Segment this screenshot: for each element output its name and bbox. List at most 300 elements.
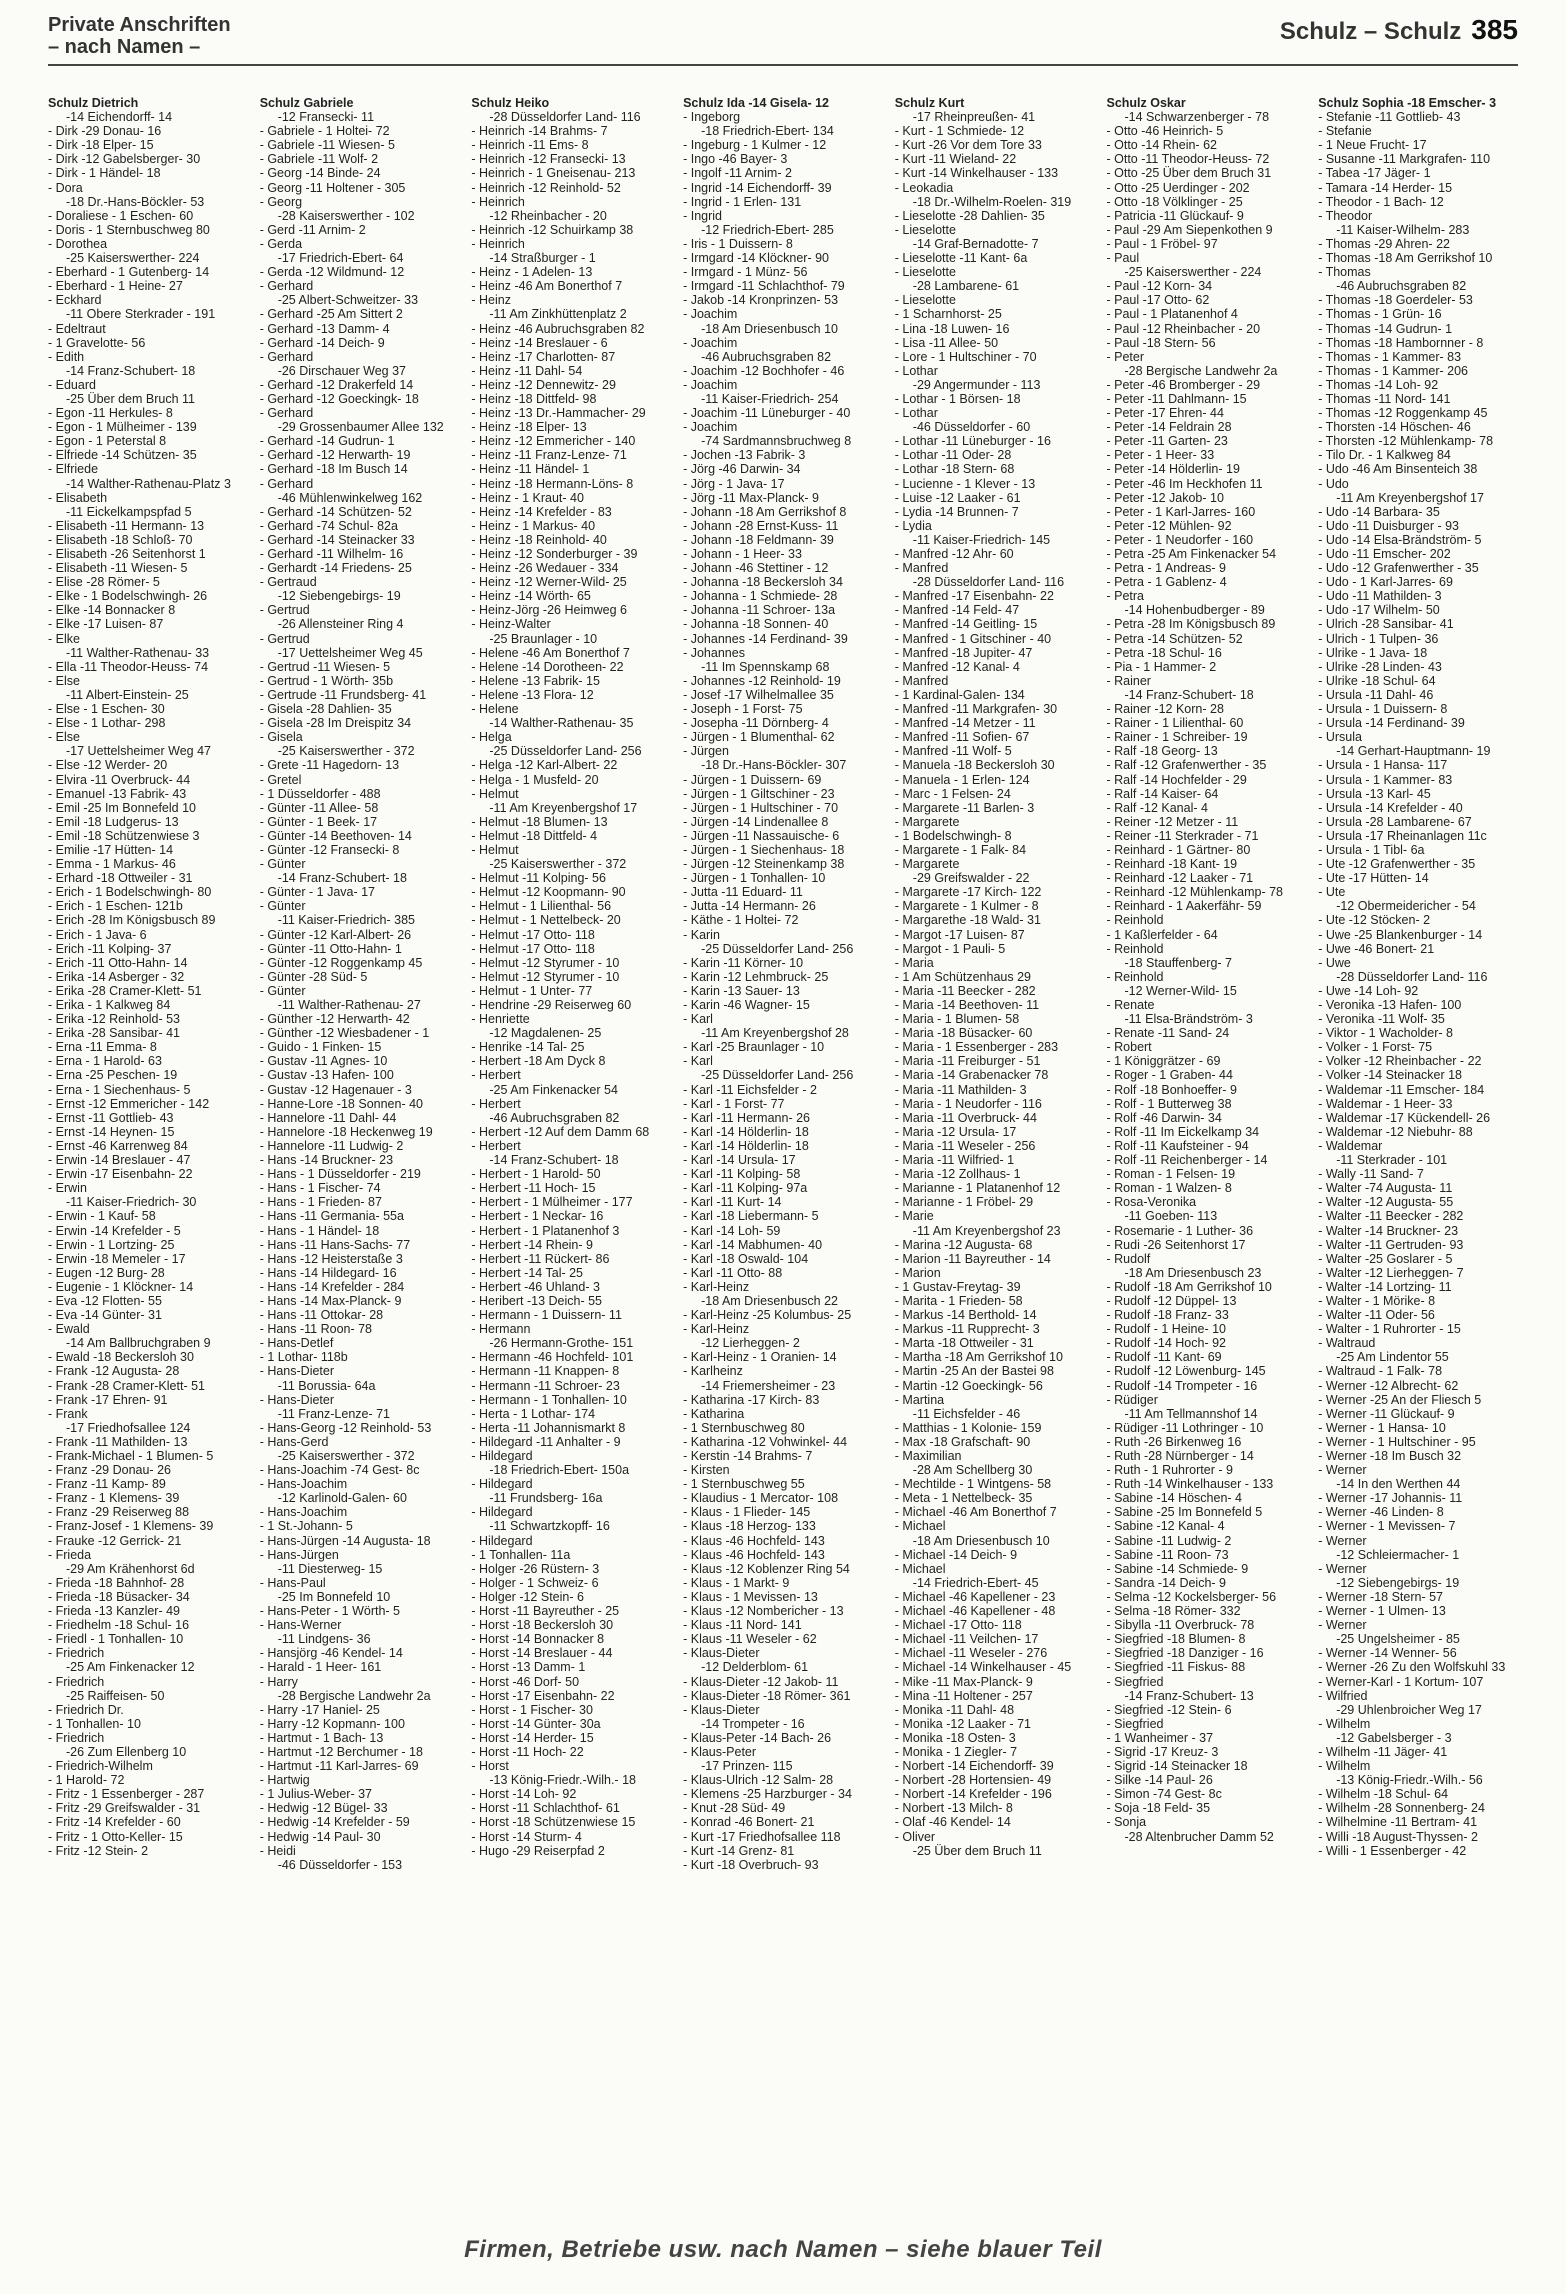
listing-entry: - Hans-Jürgen -14 Augusta- 18 [259, 1533, 431, 1548]
listing-entry: - Horst - 1 Fischer- 30 [471, 1702, 593, 1717]
listing-entry: -14 Schwarzenberger - 78 [1124, 110, 1270, 125]
listing-entry: - Herbert -11 Rückert- 86 [471, 1251, 610, 1266]
listing-entry: - Karl -14 Hölderlin- 18 [683, 1138, 809, 1153]
listing-entry: - Klaudius - 1 Mercator- 108 [683, 1491, 839, 1506]
listing-entry: - Norbert -14 Eichendorff- 39 [894, 1759, 1054, 1774]
listing-entry: - Emanuel -13 Fabrik- 43 [48, 786, 187, 801]
listing-entry: - Walter - 1 Ruhrorter - 15 [1318, 1322, 1461, 1337]
listing-entry: - Holger - 1 Schweiz- 6 [471, 1575, 599, 1590]
listing-entry: - Hans - 1 Frieden- 87 [259, 1195, 382, 1210]
column-heading: Schulz Gabriele [259, 96, 354, 110]
listing-entry: - Heinz-Walter [471, 617, 551, 632]
listing-entry: -25 Kaiserswerther- 224 [66, 251, 200, 266]
listing-entry: - Henriette [471, 1012, 530, 1027]
page-number: 385 [1471, 14, 1518, 45]
listing-entry: -28 Bergische Landwehr 2a [277, 1688, 431, 1703]
listing-entry: - Viktor - 1 Wacholder- 8 [1318, 1026, 1453, 1041]
listing-entry: - 1 Lothar- 118b [259, 1350, 348, 1365]
listing-entry: - Werner -25 An der Fliesch 5 [1318, 1392, 1482, 1407]
listing-entry: - Mechtilde - 1 Wintgens- 58 [894, 1477, 1052, 1492]
listing-entry: -11 Am Kreyenbergshof 23 [912, 1223, 1061, 1238]
listing-entry: - Norbert -13 Milch- 8 [894, 1801, 1013, 1816]
listing-entry: - Michael -14 Deich- 9 [894, 1547, 1018, 1562]
listing-entry: - Ursula [1318, 730, 1362, 745]
listing-entry: - Klaus-Peter [683, 1744, 757, 1759]
listing-entry: - Joachim [683, 307, 738, 322]
listing-entry: -11 Eichsfelder - 46 [912, 1406, 1021, 1421]
listing-entry: - Ruth - 1 Ruhrorter - 9 [1106, 1463, 1233, 1478]
listing-entry: - Manfred -14 Feld- 47 [894, 603, 1020, 618]
listing-entry: - Werner -46 Linden- 8 [1318, 1505, 1444, 1520]
listing-entry: - Gerda -12 Wildmund- 12 [259, 265, 405, 280]
listing-entry: - Walter -12 Lierheggen- 7 [1318, 1265, 1464, 1280]
listing-entry: - Erich - 1 Java- 6 [48, 927, 147, 942]
listing-entry: - Else [48, 673, 80, 688]
listing-entry: - Peter -12 Mühlen- 92 [1106, 518, 1232, 533]
listing-entry: - Thomas -14 Loh- 92 [1318, 377, 1439, 392]
listing-entry: - Michael -46 Kapellener - 23 [894, 1589, 1056, 1604]
listing-entry: - Helmut [471, 842, 519, 857]
listing-entry: - Erika - 1 Kalkweg 84 [48, 998, 171, 1012]
listing-entry: - Friedrich [48, 1674, 105, 1689]
listing-entry: - Tamara -14 Herder- 15 [1318, 180, 1453, 195]
listing-entry: - Erwin -14 Krefelder - 5 [48, 1223, 181, 1238]
listing-entry: - Ernst -11 Gottlieb- 43 [48, 1110, 174, 1125]
listing-entry: - Johanna -18 Beckersloh 34 [683, 575, 843, 590]
listing-entry: -11 Sterkrader - 101 [1336, 1153, 1448, 1168]
listing-entry: - Holger -12 Stein- 6 [471, 1589, 584, 1604]
listing-entry: - Herbert -14 Rhein- 9 [471, 1237, 593, 1252]
listing-entry: - Klaus -12 Koblenzer Ring 54 [683, 1561, 850, 1576]
listing-entry: - Hanne-Lore -18 Sonnen- 40 [259, 1096, 423, 1111]
listing-entry: - Thomas -14 Gudrun- 1 [1318, 321, 1453, 336]
listing-entry: - Hannelore -18 Heckenweg 19 [259, 1124, 433, 1139]
listing-entry: - Irmgard - 1 Münz- 56 [683, 265, 808, 280]
listing-entry: - Heinz -12 Werner-Wild- 25 [471, 575, 627, 590]
listing-entry: - Kerstin -14 Brahms- 7 [683, 1449, 813, 1463]
listing-entry: -12 Fransecki- 11 [277, 110, 375, 125]
listing-entry: - Waltraud [1318, 1336, 1376, 1351]
listing-entry: -18 Friedrich-Ebert- 150a [489, 1463, 630, 1478]
listing-entry: - Thomas -18 Am Gerrikshof 10 [1318, 251, 1493, 266]
listing-entry: - Jürgen - 1 Giltschiner - 23 [683, 786, 835, 801]
listing-entry: - Klaus-Ulrich -12 Salm- 28 [683, 1773, 834, 1788]
listing-entry: - Heinz -14 Breslauer - 6 [471, 335, 608, 350]
listing-entry: - Karl-Heinz -25 Kolumbus- 25 [683, 1308, 852, 1323]
listing-entry: - Herta - 1 Lothar- 174 [471, 1406, 596, 1421]
listing-entry: - Heinrich -11 Ems- 8 [471, 138, 589, 153]
listing-entry: - Heinrich [471, 194, 525, 209]
listing-entry: - Knut -28 Süd- 49 [683, 1801, 786, 1816]
listing-entry: - Marc - 1 Felsen- 24 [894, 786, 1011, 801]
listing-entry: - Horst -17 Eisenbahn- 22 [471, 1688, 615, 1703]
listing-entry: - Rosa-Veronika [1106, 1195, 1197, 1210]
listing-entry: - Waldemar -12 Niebuhr- 88 [1318, 1124, 1473, 1139]
listing-entry: -12 Siebengebirgs- 19 [1336, 1575, 1460, 1590]
listing-entry: - Herbert - 1 Neckar- 16 [471, 1209, 604, 1224]
listing-entry: - Else - 1 Lothar- 298 [48, 716, 166, 731]
listing-entry: -28 Düsseldorfer Land- 116 [489, 110, 641, 125]
listing-entry: - 1 Düsseldorfer - 488 [259, 786, 381, 801]
listing-entry: - Franz-Josef - 1 Klemens- 39 [48, 1519, 214, 1534]
listing-entry: - Hartmut - 1 Bach- 13 [259, 1730, 384, 1745]
listing-entry: -26 Dirschauer Weg 37 [277, 363, 406, 378]
listing-entry: - Eckhard [48, 293, 102, 308]
listing-entry: - Udo -46 Am Binsenteich 38 [1318, 462, 1478, 477]
listing-entry: - Maria - 1 Essenberger - 283 [894, 1040, 1059, 1055]
listing-entry: - Thomas - 1 Grün- 16 [1318, 307, 1442, 322]
listing-entry: - Gertrud - 1 Wörth- 35b [259, 673, 394, 688]
listing-entry: - Karl-Heinz - 1 Oranien- 14 [683, 1350, 837, 1365]
listing-entry: - Thomas -12 Roggenkamp 45 [1318, 406, 1488, 421]
listing-entry: -25 Ungelsheimer - 85 [1336, 1632, 1460, 1647]
listing-entry: - Heinz -13 Dr.-Hammacher- 29 [471, 406, 646, 421]
listing-entry: - Erwin - 1 Kauf- 58 [48, 1209, 156, 1224]
listing-entry: -17 Rheinpreußen- 41 [912, 110, 1036, 125]
listing-entry: - Fritz - 1 Otto-Keller- 15 [48, 1829, 183, 1844]
listing-entry: - Iris - 1 Duissern- 8 [683, 236, 793, 251]
listing-entry: - Ruth -14 Winkelhauser - 133 [1106, 1477, 1274, 1492]
listing-entry: - Wilhelm -28 Sonnenberg- 24 [1318, 1801, 1485, 1816]
listing-entry: - Gertrud [259, 631, 310, 646]
listing-entry: -74 Sardmannsbruchweg 8 [701, 434, 852, 449]
listing-entry: - Hans-Paul [259, 1575, 326, 1590]
listing-entry: - Maria -12 Zollhaus- 1 [894, 1167, 1021, 1182]
listing-entry: -46 Mühlenwinkelweg 162 [277, 490, 423, 505]
listing-entry: - Siegfried [1106, 1716, 1164, 1731]
listing-entry: - Horst -11 Hoch- 22 [471, 1744, 584, 1759]
listing-entry: - Heinz [471, 293, 511, 308]
listing-entry: - Hildegard [471, 1449, 533, 1463]
listing-entry: - Helmut -12 Styrumer - 10 [471, 955, 620, 970]
listing-entry: -14 Walther-Rathenau- 35 [489, 716, 634, 731]
listing-entry: - Walter -14 Bruckner- 23 [1318, 1223, 1459, 1238]
listing-entry: - Werner -12 Albrecht- 62 [1318, 1378, 1459, 1393]
listing-entry: - Elfriede [48, 462, 99, 477]
listing-entry: - Walter -74 Augusta- 11 [1318, 1181, 1453, 1196]
listing-entry: - Ingrid -14 Eichendorff- 39 [683, 180, 832, 195]
listing-entry: - Lieselotte -28 Dahlien- 35 [894, 208, 1045, 223]
running-head [1280, 14, 1518, 46]
listing-entry: - Elisabeth [48, 490, 108, 505]
listing-entry: -12 Lierheggen- 2 [701, 1336, 800, 1351]
listing-entry: - Fritz -29 Greifswalder - 31 [48, 1801, 201, 1816]
listing-entry: - Klaus -18 Herzog- 133 [683, 1519, 816, 1534]
listing-entry: - Gustav -12 Hagenauer - 3 [259, 1082, 412, 1097]
listing-entry: - Wilhelm -11 Jäger- 41 [1318, 1744, 1448, 1759]
listing-entry: - Gerhard [259, 476, 314, 491]
listing-entry: - Erwin [48, 1181, 87, 1196]
listing-entry: - Gertraud [259, 575, 317, 590]
listing-entry: - Doris - 1 Sternbuschweg 80 [48, 222, 210, 237]
listing-entry: - Friedrich [48, 1730, 105, 1745]
listing-entry: - Hermann -11 Schroer- 23 [471, 1378, 620, 1393]
listing-entry: - Udo [1318, 476, 1349, 491]
listing-entry: - Manfred -18 Jupiter- 47 [894, 645, 1033, 660]
listing-entry: - Ingrid - 1 Erlen- 131 [683, 194, 802, 209]
listing-entry: - Lucienne - 1 Klever - 13 [894, 476, 1036, 491]
listing-entry: -25 Albert-Schweitzer- 33 [277, 293, 419, 308]
listing-entry: - Michael -46 Am Bonerthof 7 [894, 1505, 1057, 1520]
listing-entry: -25 Düsseldorfer Land- 256 [489, 744, 642, 759]
listing-entry: - Otto -25 Über dem Bruch 31 [1106, 166, 1272, 181]
listing-entry: - Marta -18 Ottweiler - 31 [894, 1336, 1034, 1351]
listing-entry: - Hermann - 1 Tonhallen- 10 [471, 1392, 627, 1407]
listing-entry: - Edeltraut [48, 321, 106, 336]
listing-entry: - Elisabeth -11 Hermann- 13 [48, 518, 205, 533]
listing-entry: - Karin -46 Wagner- 15 [683, 998, 810, 1012]
listing-entry: - Lothar -11 Oder- 28 [894, 448, 1012, 463]
listing-entry: -11 Am Kreyenbergshof 17 [489, 800, 638, 815]
listing-entry: - Klaus - 1 Flieder- 145 [683, 1505, 811, 1520]
listing-entry: - 1 Königgrätzer - 69 [1106, 1054, 1221, 1069]
listing-entry: -11 Frundsberg- 16a [489, 1491, 603, 1506]
listing-entry: - Lothar [894, 363, 938, 378]
listing-entry: - Georg -14 Binde- 24 [259, 166, 381, 181]
listing-entry: - Klaus -46 Hochfeld- 143 [683, 1533, 825, 1548]
listing-entry: -12 Obermeidericher - 54 [1336, 899, 1476, 914]
listing-entry: - Horst -11 Bayreuther - 25 [471, 1604, 620, 1619]
listing-entry: - Elisabeth -18 Schloß- 70 [48, 532, 193, 547]
listing-entry: - Kurt -26 Vor dem Tore 33 [894, 138, 1042, 153]
listing-entry: - Stefanie -11 Gottlieb- 43 [1318, 110, 1461, 125]
listing-entry: - Ingolf -11 Arnim- 2 [683, 166, 792, 181]
listing-entry: - Sabine -11 Roon- 73 [1106, 1547, 1229, 1562]
listing-entry: - 1 Julius-Weber- 37 [259, 1787, 372, 1802]
listing-entry: - Egon - 1 Mülheimer - 139 [48, 420, 197, 435]
listing-entry: - Marion [894, 1265, 941, 1280]
listing-entry: - Walter -25 Goslarer - 5 [1318, 1251, 1453, 1266]
listing-entry: - Emil -18 Ludgerus- 13 [48, 814, 179, 829]
listing-entry: - Jürgen - 1 Duissern- 69 [683, 772, 822, 787]
listing-entry: - Lothar - 1 Börsen- 18 [894, 391, 1021, 406]
listing-entry: - Udo -12 Grafenwerther - 35 [1318, 561, 1479, 576]
listing-entry: -11 Walther-Rathenau- 27 [277, 998, 421, 1012]
listing-entry: -18 Am Driesenbusch 23 [1124, 1265, 1262, 1280]
listing-entry: - Ulrich -28 Sansibar- 41 [1318, 617, 1454, 632]
listing-entry: -14 Franz-Schubert- 18 [1124, 687, 1254, 702]
listing-entry: - Gustav -11 Agnes- 10 [259, 1054, 388, 1069]
listing-entry: - Herbert - 1 Harold- 50 [471, 1167, 601, 1182]
listing-entry: - Otto -18 Völklinger - 25 [1106, 194, 1243, 209]
listing-entry: - Ella -11 Theodor-Heuss- 74 [48, 659, 209, 674]
listing-entry: - Franz -11 Kamp- 89 [48, 1477, 166, 1492]
listing-entry: - Günter -12 Fransecki- 8 [259, 842, 400, 857]
listing-entry: - Gerd -11 Arnim- 2 [259, 222, 366, 237]
listing-entry: -25 Am Lindentor 55 [1336, 1350, 1449, 1365]
listing-entry: - Peter -17 Ehren- 44 [1106, 406, 1224, 421]
listing-entry: - Sabine -25 Im Bonnefeld 5 [1106, 1505, 1263, 1520]
listing-entry: -14 Friedrich-Ebert- 45 [912, 1575, 1039, 1590]
listing-entry: - Helmut -12 Styrumer - 10 [471, 969, 620, 984]
listing-entry: - Günter [259, 983, 306, 998]
listing-entry: - Hans -11 Roon- 78 [259, 1322, 373, 1337]
listing-entry: - Werner - 1 Ulmen- 13 [1318, 1604, 1446, 1619]
listing-entry: - Hermann -11 Knappen- 8 [471, 1364, 620, 1379]
listing-entry: - Gerhard -13 Damm- 4 [259, 321, 390, 336]
listing-entry: -11 Borussia- 64a [277, 1378, 376, 1393]
listing-entry: - Grete -11 Hagedorn- 13 [259, 758, 400, 773]
listing-entry: - Erika -28 Sansibar- 41 [48, 1026, 181, 1041]
listing-entry: - Werner -17 Johannis- 11 [1318, 1491, 1463, 1506]
listing-column [48, 96, 248, 2216]
listing-entry: - Thomas -11 Nord- 141 [1318, 391, 1451, 406]
listing-entry: - Johann -18 Feldmann- 39 [683, 532, 834, 547]
listing-entry: -11 Am Kreyenbergshof 17 [1336, 490, 1484, 505]
listing-entry: - Rüdiger [1106, 1392, 1158, 1407]
listing-entry: - Günter -12 Karl-Albert- 26 [259, 927, 412, 942]
listing-entry: - Hartmut -11 Karl-Jarres- 69 [259, 1759, 419, 1774]
listing-entry: -11 Obere Sterkrader - 191 [66, 307, 216, 322]
listing-entry: - Hermann -46 Hochfeld- 101 [471, 1350, 634, 1365]
listing-entry: - Helmut - 1 Lilienthal- 56 [471, 899, 612, 914]
listing-entry: - Werner-Karl - 1 Kortum- 107 [1318, 1674, 1484, 1689]
listing-entry: - Günther -12 Wiesbadener - 1 [259, 1026, 430, 1041]
listing-entry: - Manuela -18 Beckersloh 30 [894, 758, 1055, 773]
listing-entry: - Reiner -12 Metzer - 11 [1106, 814, 1239, 829]
listing-entry: -25 Düsseldorfer Land- 256 [701, 1068, 854, 1083]
listing-entry: - Karl -14 Loh- 59 [683, 1223, 781, 1238]
listing-entry: - Thomas -18 Hambornner - 8 [1318, 335, 1484, 350]
listing-entry: -11 Kaiser-Friedrich- 385 [277, 913, 416, 928]
listing-entry: - Oliver [894, 1829, 936, 1844]
listing-entry: - Maria -11 Mathilden- 3 [894, 1082, 1027, 1097]
listing-entry: -25 Kaiserswerther - 372 [489, 857, 627, 872]
listing-entry: - Walter -11 Gertruden- 93 [1318, 1237, 1464, 1252]
listing-entry: - Peter - 1 Heer- 33 [1106, 448, 1215, 463]
listing-entry: - Heinz -46 Aubruchsgraben 82 [471, 321, 645, 336]
listing-entry: - Karl -25 Braunlager - 10 [683, 1040, 825, 1055]
listing-entry: - Dorothea [48, 236, 108, 251]
listing-entry: - Hartwig [259, 1773, 310, 1788]
listing-entry: - Klaus-Peter -14 Bach- 26 [683, 1730, 832, 1745]
listing-entry: - Erika -12 Reinhold- 53 [48, 1012, 181, 1027]
listing-entry: - Marianne - 1 Platanenhof 12 [894, 1181, 1061, 1196]
listing-entry: - Werner -26 Zu den Wolfskuhl 33 [1318, 1660, 1506, 1675]
listing-entry: - Gerhard -12 Herwarth- 19 [259, 448, 411, 463]
listing-entry: -14 Trompeter - 16 [701, 1716, 805, 1731]
listing-entry: - Jürgen - 1 Hultschiner - 70 [683, 800, 839, 815]
listing-entry: - Sigrid -14 Steinacker 18 [1106, 1759, 1248, 1774]
listing-entry: - Hans -14 Hildegard- 16 [259, 1265, 397, 1280]
listing-entry: - Monika - 1 Ziegler- 7 [894, 1744, 1018, 1759]
listing-entry: - 1 Tonhallen- 10 [48, 1716, 141, 1731]
listing-entry: - Wilhelmine -11 Bertram- 41 [1318, 1815, 1478, 1830]
listing-entry: - Joachim [683, 420, 738, 435]
listing-entry: - Reinhold [1106, 941, 1164, 956]
listing-entry: - Hans -12 Heisterstaße 3 [259, 1251, 403, 1266]
listing-entry: - 1 Gustav-Freytag- 39 [894, 1279, 1021, 1294]
listing-entry: - Elvira -11 Overbruck- 44 [48, 772, 191, 787]
listing-entry: - Rainer [1106, 673, 1151, 688]
listing-entry: - Siegfried -11 Fiskus- 88 [1106, 1660, 1246, 1675]
column-heading: Schulz Kurt [894, 96, 965, 110]
listing-entry: - Manfred [894, 673, 949, 688]
listing-entry: - Herbert -46 Uhland- 3 [471, 1279, 600, 1294]
listing-entry: - Joachim [683, 335, 738, 350]
listing-entry: - Walter -11 Beecker - 282 [1318, 1209, 1464, 1224]
listing-entry: -11 Walther-Rathenau- 33 [66, 645, 210, 660]
listing-entry: - Heinz -12 Emmericher - 140 [471, 434, 636, 449]
listing-column [1318, 96, 1518, 2216]
listing-entry: - Rudolf -18 Am Gerrikshof 10 [1106, 1279, 1272, 1294]
listing-entry: - Günter -28 Süd- 5 [259, 969, 368, 984]
listing-entry: - Karl -11 Kolping- 58 [683, 1167, 801, 1182]
listing-entry: -18 Dr.-Wilhelm-Roelen- 319 [912, 194, 1072, 209]
listing-entry: -18 Am Driesenbusch 22 [701, 1293, 838, 1308]
listing-entry: - Heinz -26 Wedauer - 334 [471, 561, 619, 576]
listing-entry: - Helga - 1 Musfeld- 20 [471, 772, 599, 787]
listing-entry: -28 Am Schellberg 30 [912, 1463, 1033, 1478]
listing-entry: - Else [48, 730, 80, 745]
listing-entry: - Gertrud [259, 603, 310, 618]
listing-entry: - Paul -12 Rheinbacher - 20 [1106, 321, 1261, 336]
listing-entry: - Maria - 1 Neudorfer - 116 [894, 1096, 1042, 1111]
listing-entry: - Werner [1318, 1533, 1367, 1548]
listing-entry: - Marianne - 1 Fröbel- 29 [894, 1195, 1034, 1210]
listing-entry: - Horst [471, 1759, 509, 1774]
listing-entry: - Horst -14 Sturm- 4 [471, 1829, 582, 1844]
listing-entry: - Elke -14 Bonnacker 8 [48, 603, 176, 618]
listing-entry: -25 Kaiserswerther - 372 [277, 744, 415, 759]
listing-entry: - Silke -14 Paul- 26 [1106, 1773, 1213, 1788]
listing-entry: - Fritz -14 Krefelder - 60 [48, 1815, 181, 1830]
listing-entry: - Gisela -28 Im Dreispitz 34 [259, 716, 412, 731]
listing-entry: - Hans - 1 Fischer- 74 [259, 1181, 381, 1196]
listing-entry: - Paul - 1 Fröbel- 97 [1106, 236, 1218, 251]
listing-entry: - Ursula -14 Ferdinand- 39 [1318, 716, 1465, 731]
listing-entry: - Konrad -46 Bonert- 21 [683, 1815, 815, 1830]
listing-entry: - Gerhard -18 Im Busch 14 [259, 462, 408, 477]
listing-entry: -46 Düsseldorfer - 60 [912, 420, 1031, 435]
listing-entry: - 1 Bodelschwingh- 8 [894, 828, 1012, 843]
listing-entry: - Thomas -29 Ahren- 22 [1318, 236, 1450, 251]
listing-entry: - Werner - 1 Hansa- 10 [1318, 1420, 1446, 1435]
listing-entry: - Werner [1318, 1561, 1367, 1576]
listing-entry: - Tabea -17 Jäger- 1 [1318, 166, 1431, 181]
listing-entry: - Hermann - 1 Duissern- 11 [471, 1308, 622, 1323]
listing-entry: - Ursula -28 Lambarene- 67 [1318, 814, 1472, 829]
listing-entry: - Margarete [894, 814, 960, 829]
listing-entry: - Günter - 1 Beek- 17 [259, 814, 378, 829]
listing-column [895, 96, 1095, 2216]
listing-entry: - Helmut - 1 Nettelbeck- 20 [471, 913, 621, 928]
listing-entry: - Meta - 1 Nettelbeck- 35 [894, 1491, 1033, 1506]
listing-entry: -12 Siebengebirgs- 19 [277, 589, 401, 604]
listing-entry: - Friedl - 1 Tonhallen- 10 [48, 1632, 184, 1647]
listing-entry: - Tilo Dr. - 1 Kalkweg 84 [1318, 448, 1451, 463]
listing-entry: - Gabriele -11 Wiesen- 5 [259, 138, 395, 153]
listing-entry: - Margarete [894, 857, 960, 872]
listing-entry: - Ewald [48, 1322, 90, 1337]
listing-entry: - Harry -12 Kopmann- 100 [259, 1716, 405, 1731]
listing-entry: - Friedrich [48, 1646, 105, 1661]
listing-entry: - Thomas - 1 Kammer- 83 [1318, 349, 1462, 364]
listing-entry: - Sandra -14 Deich- 9 [1106, 1575, 1227, 1590]
listing-entry: -11 Diesterweg- 15 [277, 1561, 383, 1576]
listing-entry: -17 Uettelsheimer Weg 45 [277, 645, 423, 660]
listing-entry: - Ralf -18 Georg- 13 [1106, 744, 1218, 759]
listing-entry: - Klaus - 1 Markt- 9 [683, 1575, 790, 1590]
listing-entry: - Marina -12 Augusta- 68 [894, 1237, 1033, 1252]
listing-entry: -12 Schleiermacher- 1 [1336, 1547, 1460, 1562]
listing-entry: - Frauke -12 Gerrick- 21 [48, 1533, 182, 1548]
listing-entry: - Thomas - 1 Kammer- 206 [1318, 363, 1469, 378]
listing-entry: - Wally -11 Sand- 7 [1318, 1167, 1424, 1182]
listing-entry: - Ursula - 1 Duissern- 8 [1318, 702, 1448, 717]
listing-entry: - Eugenie - 1 Klöckner- 14 [48, 1279, 194, 1294]
listing-entry: - Maximilian [894, 1449, 962, 1463]
